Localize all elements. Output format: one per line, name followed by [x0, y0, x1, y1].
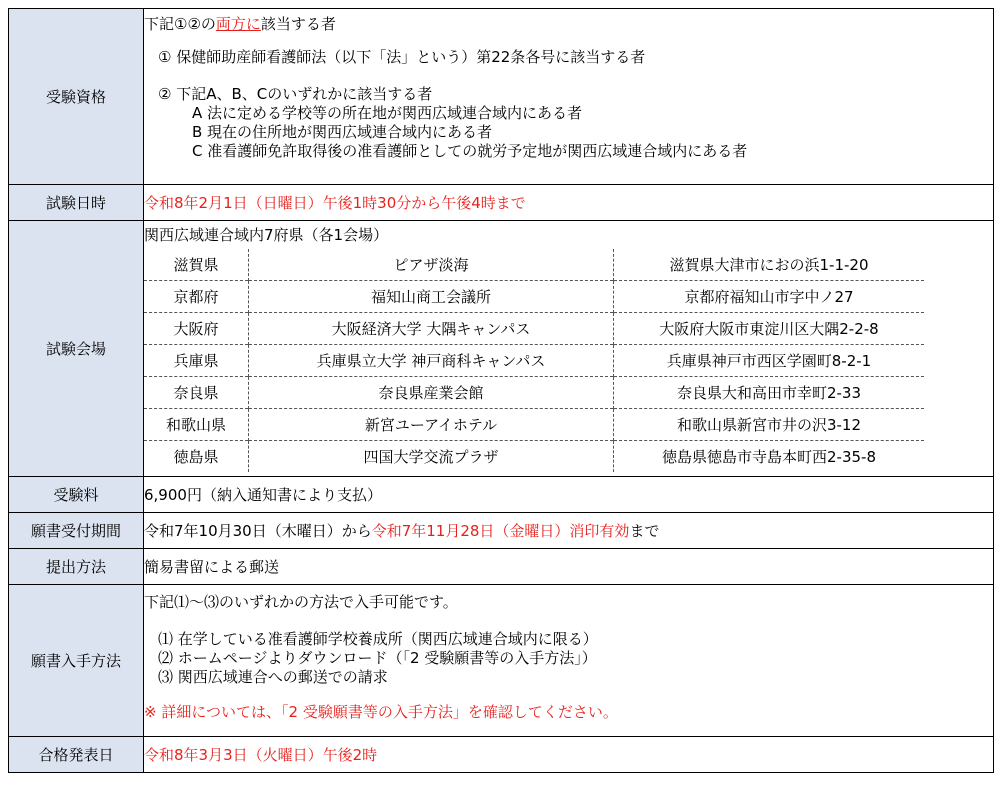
application-period-value: 令和7年10月30日（木曜日）から令和7年11月28日（金曜日）消印有効まで	[144, 513, 994, 549]
submission-label: 提出方法	[9, 549, 144, 585]
obtain-note: ※ 詳細については、「2 受験願書等の入手方法」を確認してください。	[144, 703, 618, 721]
eligibility-label: 受験資格	[9, 9, 144, 185]
venue-address: 徳島県徳島市寺島本町西2-35-8	[614, 441, 925, 473]
venue-pref: 大阪府	[144, 313, 249, 345]
venue-address: 京都府福知山市字中ノ27	[614, 281, 925, 313]
row-fee	[9, 477, 994, 513]
row-application-period	[9, 513, 994, 549]
venue-address: 和歌山県新宮市井の沢3-12	[614, 409, 925, 441]
application-period-label: 願書受付期間	[9, 513, 144, 549]
venue-name: 福知山商工会議所	[249, 281, 614, 313]
venue-row	[144, 249, 924, 281]
exam-info-table	[8, 8, 994, 773]
row-obtain	[9, 585, 994, 737]
eligibility-item-1: ① 保健師助産師看護師法（以下「法」という）第22条各号に該当する者	[158, 48, 646, 66]
exam-date-label: 試験日時	[9, 185, 144, 221]
venue-pref: 兵庫県	[144, 345, 249, 377]
obtain-label: 願書入手方法	[9, 585, 144, 737]
venue-row	[144, 313, 924, 345]
eligibility-intro: 下記①②の両方に該当する者	[144, 15, 336, 33]
fee-label: 受験料	[9, 477, 144, 513]
venue-pref: 和歌山県	[144, 409, 249, 441]
venue-row	[144, 377, 924, 409]
result-value: 令和8年3月3日（火曜日）午後2時	[144, 737, 994, 773]
venue-address: 兵庫県神戸市西区学園町8-2-1	[614, 345, 925, 377]
venue-name: 兵庫県立大学 神戸商科キャンパス	[249, 345, 614, 377]
deadline-emphasis: 令和7年11月28日（金曜日）消印有効	[371, 522, 630, 540]
venue-row	[144, 281, 924, 313]
eligibility-item-2: ② 下記A、B、Cのいずれかに該当する者	[158, 85, 433, 103]
emphasis-both: 両方に	[215, 15, 261, 33]
venue-list	[144, 249, 924, 472]
venue-pref: 奈良県	[144, 377, 249, 409]
venue-pref: 滋賀県	[173, 256, 219, 274]
eligibility-content	[144, 9, 994, 185]
venue-address: 大阪府大阪市東淀川区大隅2-2-8	[614, 313, 925, 345]
venue-name: ピアザ淡海	[249, 249, 614, 281]
obtain-item-3: ⑶ 関西広域連合への郵送での請求	[158, 668, 388, 686]
venue-pref: 徳島県	[144, 441, 249, 473]
eligibility-sub-a: A 法に定める学校等の所在地が関西広域連合域内にある者	[192, 104, 583, 122]
venue-row	[144, 409, 924, 441]
venue-address: 奈良県大和高田市幸町2-33	[614, 377, 925, 409]
obtain-item-1: ⑴ 在学している准看護師学校養成所（関西広域連合域内に限る）	[158, 630, 598, 648]
eligibility-sub-b: B 現在の住所地が関西広域連合域内にある者	[192, 123, 493, 141]
obtain-intro: 下記⑴～⑶のいずれかの方法で入手可能です。	[144, 593, 458, 611]
venue-name: 四国大学交流プラザ	[249, 441, 614, 473]
eligibility-sub-c: C 准看護師免許取得後の准看護師としての就労予定地が関西広域連合域内にある者	[192, 142, 748, 160]
result-label: 合格発表日	[9, 737, 144, 773]
row-submission	[9, 549, 994, 585]
venue-name: 新宮ユーアイホテル	[249, 409, 614, 441]
venue-row	[144, 441, 924, 473]
venue-label: 試験会場	[9, 221, 144, 477]
row-eligibility	[9, 9, 994, 185]
exam-date-value: 令和8年2月1日（日曜日）午後1時30分から午後4時まで	[144, 185, 994, 221]
venue-name: 大阪経済大学 大隅キャンパス	[249, 313, 614, 345]
exam-info-table-frame	[8, 8, 994, 773]
row-result	[9, 737, 994, 773]
submission-value: 簡易書留による郵送	[144, 549, 994, 585]
obtain-item-2: ⑵ ホームページよりダウンロード（「2 受験願書等の入手方法」）	[158, 649, 597, 667]
venue-name: 奈良県産業会館	[249, 377, 614, 409]
row-venue	[9, 221, 994, 477]
venue-intro: 関西広域連合域内7府県（各1会場）	[144, 226, 389, 244]
venue-row	[144, 345, 924, 377]
fee-value: 6,900円（納入通知書により支払）	[144, 477, 994, 513]
venue-address: 滋賀県大津市におの浜1-1-20	[614, 249, 925, 281]
venue-pref: 京都府	[144, 281, 249, 313]
row-exam-date	[9, 185, 994, 221]
obtain-content	[144, 585, 994, 737]
venue-content	[144, 221, 994, 477]
